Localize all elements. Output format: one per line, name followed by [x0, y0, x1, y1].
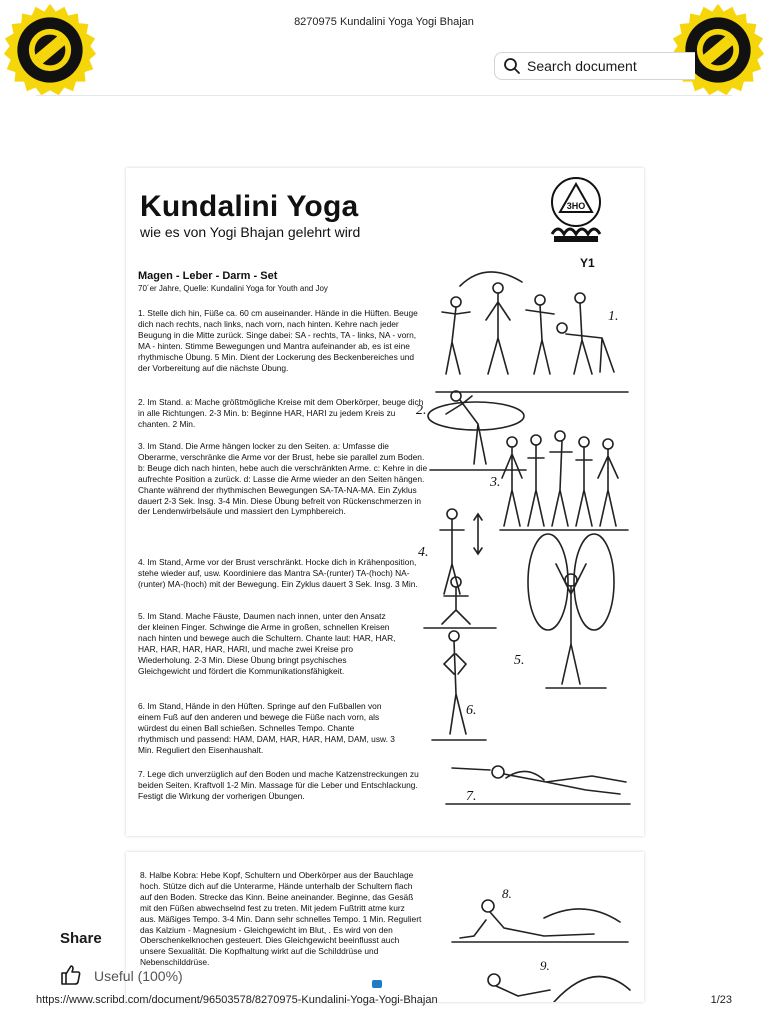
exercise-illustrations-page-2 [444, 872, 634, 1002]
set-title: Magen - Leber - Darm - Set [138, 270, 278, 282]
figure-label-1: 1. [608, 309, 619, 324]
figure-6-illustration [432, 631, 486, 740]
level-label: Y1 [580, 256, 595, 270]
exercise-step-2: 2. Im Stand. a: Mache größtmögliche Kreise mit dem Oberkörper, beuge dich in alle Richtungen. 2-3 Min. b: Beginne HAR, HARI zu jedem Kreis zu chanten. 2 Min. [138, 397, 424, 429]
figure-8-illustration [452, 900, 628, 942]
3ho-logo-icon [546, 176, 606, 248]
document-title: Kundalini Yoga [140, 190, 359, 223]
figure-label-3: 3. [490, 475, 501, 490]
exercise-step-5: 5. Im Stand. Mache Fäuste, Daumen nach innen, unter den Ansatz der kleinen Finger. Schwinge die Arme in großen, schnellen Kreisen nach hinten und bewege auch die Schultern. Chante laut: HAR, HAR, HAR, HAR, HAR, HAR, HARI, und mache zwei Kreise pro Wiederholung. 2-3 Min. Diese Übung bringt psychisches Gleichgewicht und fördert die Kommunikationsfähigkeit. [138, 611, 396, 676]
exercise-step-3: 3. Im Stand. Die Arme hängen locker zu den Seiten. a: Umfasse die Oberarme, verschränke die Arme vor der Brust, hebe sie parallel zum Boden. b: Beuge dich nach hinten, hebe auch die verschränkten Arme. c: Kehre in die aufrechte Position a zurück. d: Lasse die Arme wieder an den Seiten hängen. Chante während der rhythmischen Bewegungen SA-TA-NA-MA. Ein Zyklus dauert 2-3 Sek. Insg. 3-4 Min. Diese Übung befreit von Rückenschmerzen in der Lendenwirbelsäule und massiert den Lymphbereich. [138, 441, 428, 517]
search-icon [503, 57, 521, 75]
search-document-button[interactable] [494, 52, 695, 80]
share-button[interactable]: Share [60, 930, 102, 947]
document-subtitle: wie es von Yogi Bhajan gelehrt wird [140, 224, 361, 240]
figure-label-7: 7. [466, 789, 477, 804]
figure-1-illustration [436, 272, 628, 392]
header-divider [36, 95, 732, 96]
exercise-step-6: 6. Im Stand, Hände in den Hüften. Springe auf den Fußballen von einem Fuß auf den anderen und bewege die Füße nach vorn, als würdest du einen Ball schießen. Schnelles Tempo. Chante rhythmisch und passend: HAM, DAM, HAR, HAR, HAM, DAM, usw. 3 Min. Reguliert den Eisenhaushalt. [138, 701, 395, 755]
logo-text: 3HO [566, 201, 586, 211]
figure-label-6: 6. [466, 703, 477, 718]
figure-5-illustration [528, 534, 614, 688]
exercise-step-7: 7. Lege dich unverzüglich auf den Boden und mache Katzenstreckungen zu beiden Seiten. Kraftvoll 1-2 Min. Massage für die Leber und Entschlackung. Festigt die Wirkung der vorherigen Übungen. [138, 769, 419, 801]
thumbs-up-icon[interactable] [60, 964, 82, 986]
search-label: Search document [527, 58, 637, 74]
figure-label-5: 5. [514, 653, 525, 668]
set-source: 70´er Jahre, Quelle: Kundalini Yoga for Youth and Joy [138, 284, 328, 293]
useful-rating[interactable]: Useful (100%) [94, 968, 183, 984]
exercise-step-4: 4. Im Stand, Arme vor der Brust verschränkt. Hocke dich in Krähenposition, stehe wieder auf, usw. Koordiniere das Mantra SA-(runter) TA-(hoch) NA-(runter) MA-(hoch) mit der Bewegung. Ein Zyklus dauert 3 Sek. Insg. 3 Min. [138, 557, 418, 589]
figure-3-illustration [500, 431, 628, 530]
print-url: https://www.scribd.com/document/96503578/8270975-Kundalini-Yoga-Yogi-Bhajan [36, 994, 438, 1006]
print-page-number: 1/23 [710, 994, 732, 1006]
figure-label-4: 4. [418, 545, 429, 560]
figure-4-illustration [424, 509, 496, 628]
pdf-xchange-stamp-icon[interactable] [2, 2, 98, 98]
pdf-xchange-stamp-icon[interactable] [670, 2, 766, 98]
figure-label-2: 2. [416, 403, 427, 418]
figure-label-8: 8. [502, 886, 512, 901]
exercise-step-8: 8. Halbe Kobra: Hebe Kopf, Schultern und Oberkörper aus der Bauchlage hoch. Stütze dich auf die Unterarme, Hände unterhalb der Schultern flach auf den Boden. Strecke das Kinn. Beine aneinander. Beginne, das Gesäß mit den Füßen abwechselnd fest zu treten. Mit jedem Fußtritt atme kurz aus. Mäßiges Tempo. 3-4 Min. Dann sehr schnelles Tempo. 1 Min. Reguliert das Kalzium - Magnesium - Gleichgewicht im Blut, . Es wird von den Oberschenkelknochen gesteuert. Dies Gleichgewicht beeinflusst auch unsere Sexualität. Die Kopfhaltung wirkt auf die Schilddrüse und Nebenschilddrüse. [140, 870, 422, 968]
document-page-1 [126, 168, 644, 836]
figure-9-illustration [488, 974, 630, 1002]
page-indicator-dot [372, 980, 382, 988]
print-page-title: 8270975 Kundalini Yoga Yogi Bhajan [294, 16, 474, 28]
figure-label-9: 9. [540, 958, 550, 973]
exercise-step-1: 1. Stelle dich hin, Füße ca. 60 cm auseinander. Hände in die Hüften. Beuge dich nach rechts, nach links, nach vorn, nach hinten. Kehre nach jeder Beugung in die Mitte zurück. Singe dabei: SA - rechts, TA - links, NA - vorn, MA - hinten. Stimme Bewegungen und Mantra aufeinander ab, es ist eine rhythmische Übung. 5 Min. Dient der Lockerung des Beckenbereiches und der Vorbereitung auf die nächste Übung. [138, 308, 418, 373]
exercise-illustrations [416, 264, 640, 816]
document-page-2 [126, 852, 644, 1002]
